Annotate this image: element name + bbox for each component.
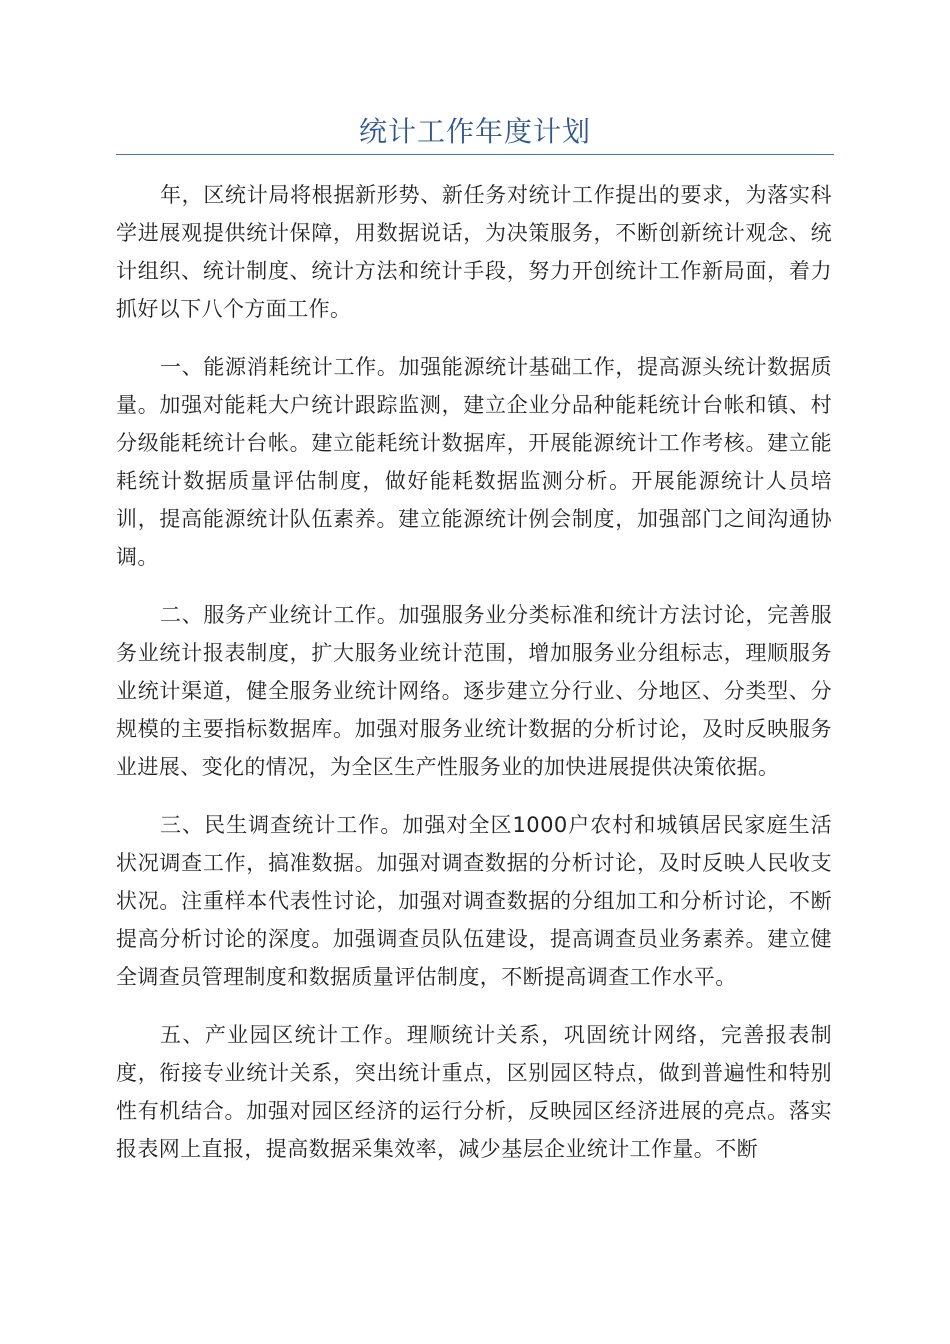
paragraph-industrial-park-statistics: 五、产业园区统计工作。理顺统计关系，巩固统计网络，完善报表制度，衔接专业统计关系，突出统计重点，区别园区特点，做到普遍性和特别性有机结合。加强对园区经济的运行分析，反映园区经济进展的亮点。落实报表网上直报，提高数据采集效率，减少基层企业统计工作量。不断 bbox=[116, 1023, 832, 1161]
paragraph-energy-statistics: 一、能源消耗统计工作。加强能源统计基础工作，提高源头统计数据质量。加强对能耗大户统计跟踪监测，建立企业分品种能耗统计台帐和镇、村分级能耗统计台帐。建立能耗统计数据库，开展能源统计工作考核。建立能耗统计数据质量评估制度，做好能耗数据监测分析。开展能源统计人员培训，提高能源统计队伍素养。建立能源统计例会制度，加强部门之间沟通协调。 bbox=[116, 355, 832, 569]
paragraph-intro: 年，区统计局将根据新形势、新任务对统计工作提出的要求，为落实科学进展观提供统计保障，用数据说话，为决策服务，不断创新统计观念、统计组织、统计制度、统计方法和统计手段，努力开创统计工作新局面，着力抓好以下八个方面工作。 bbox=[116, 183, 832, 321]
title-underline bbox=[116, 154, 834, 155]
document-title: 统计工作年度计划 bbox=[358, 115, 591, 148]
paragraph-service-industry-statistics: 二、服务产业统计工作。加强服务业分类标准和统计方法讨论，完善服务业统计报表制度，扩大服务业统计范围，增加服务业分组标志，理顺服务业统计渠道，健全服务业统计网络。逐步建立分行业、分地区、分类型、分规模的主要指标数据库。加强对服务业统计数据的分析讨论，及时反映服务业进展、变化的情况，为全区生产性服务业的加快进展提供决策依据。 bbox=[116, 603, 832, 779]
document-body bbox=[116, 176, 832, 1188]
paragraph-livelihood-survey: 三、民生调查统计工作。加强对全区1000户农村和城镇居民家庭生活状况调查工作，搞准数据。加强对调查数据的分析讨论，及时反映人民收支状况。注重样本代表性讨论，加强对调查数据的分组加工和分析讨论，不断提高分析讨论的深度。加强调查员队伍建设，提高调查员业务素养。建立健全调查员管理制度和数据质量评估制度，不断提高调查工作水平。 bbox=[116, 813, 832, 989]
